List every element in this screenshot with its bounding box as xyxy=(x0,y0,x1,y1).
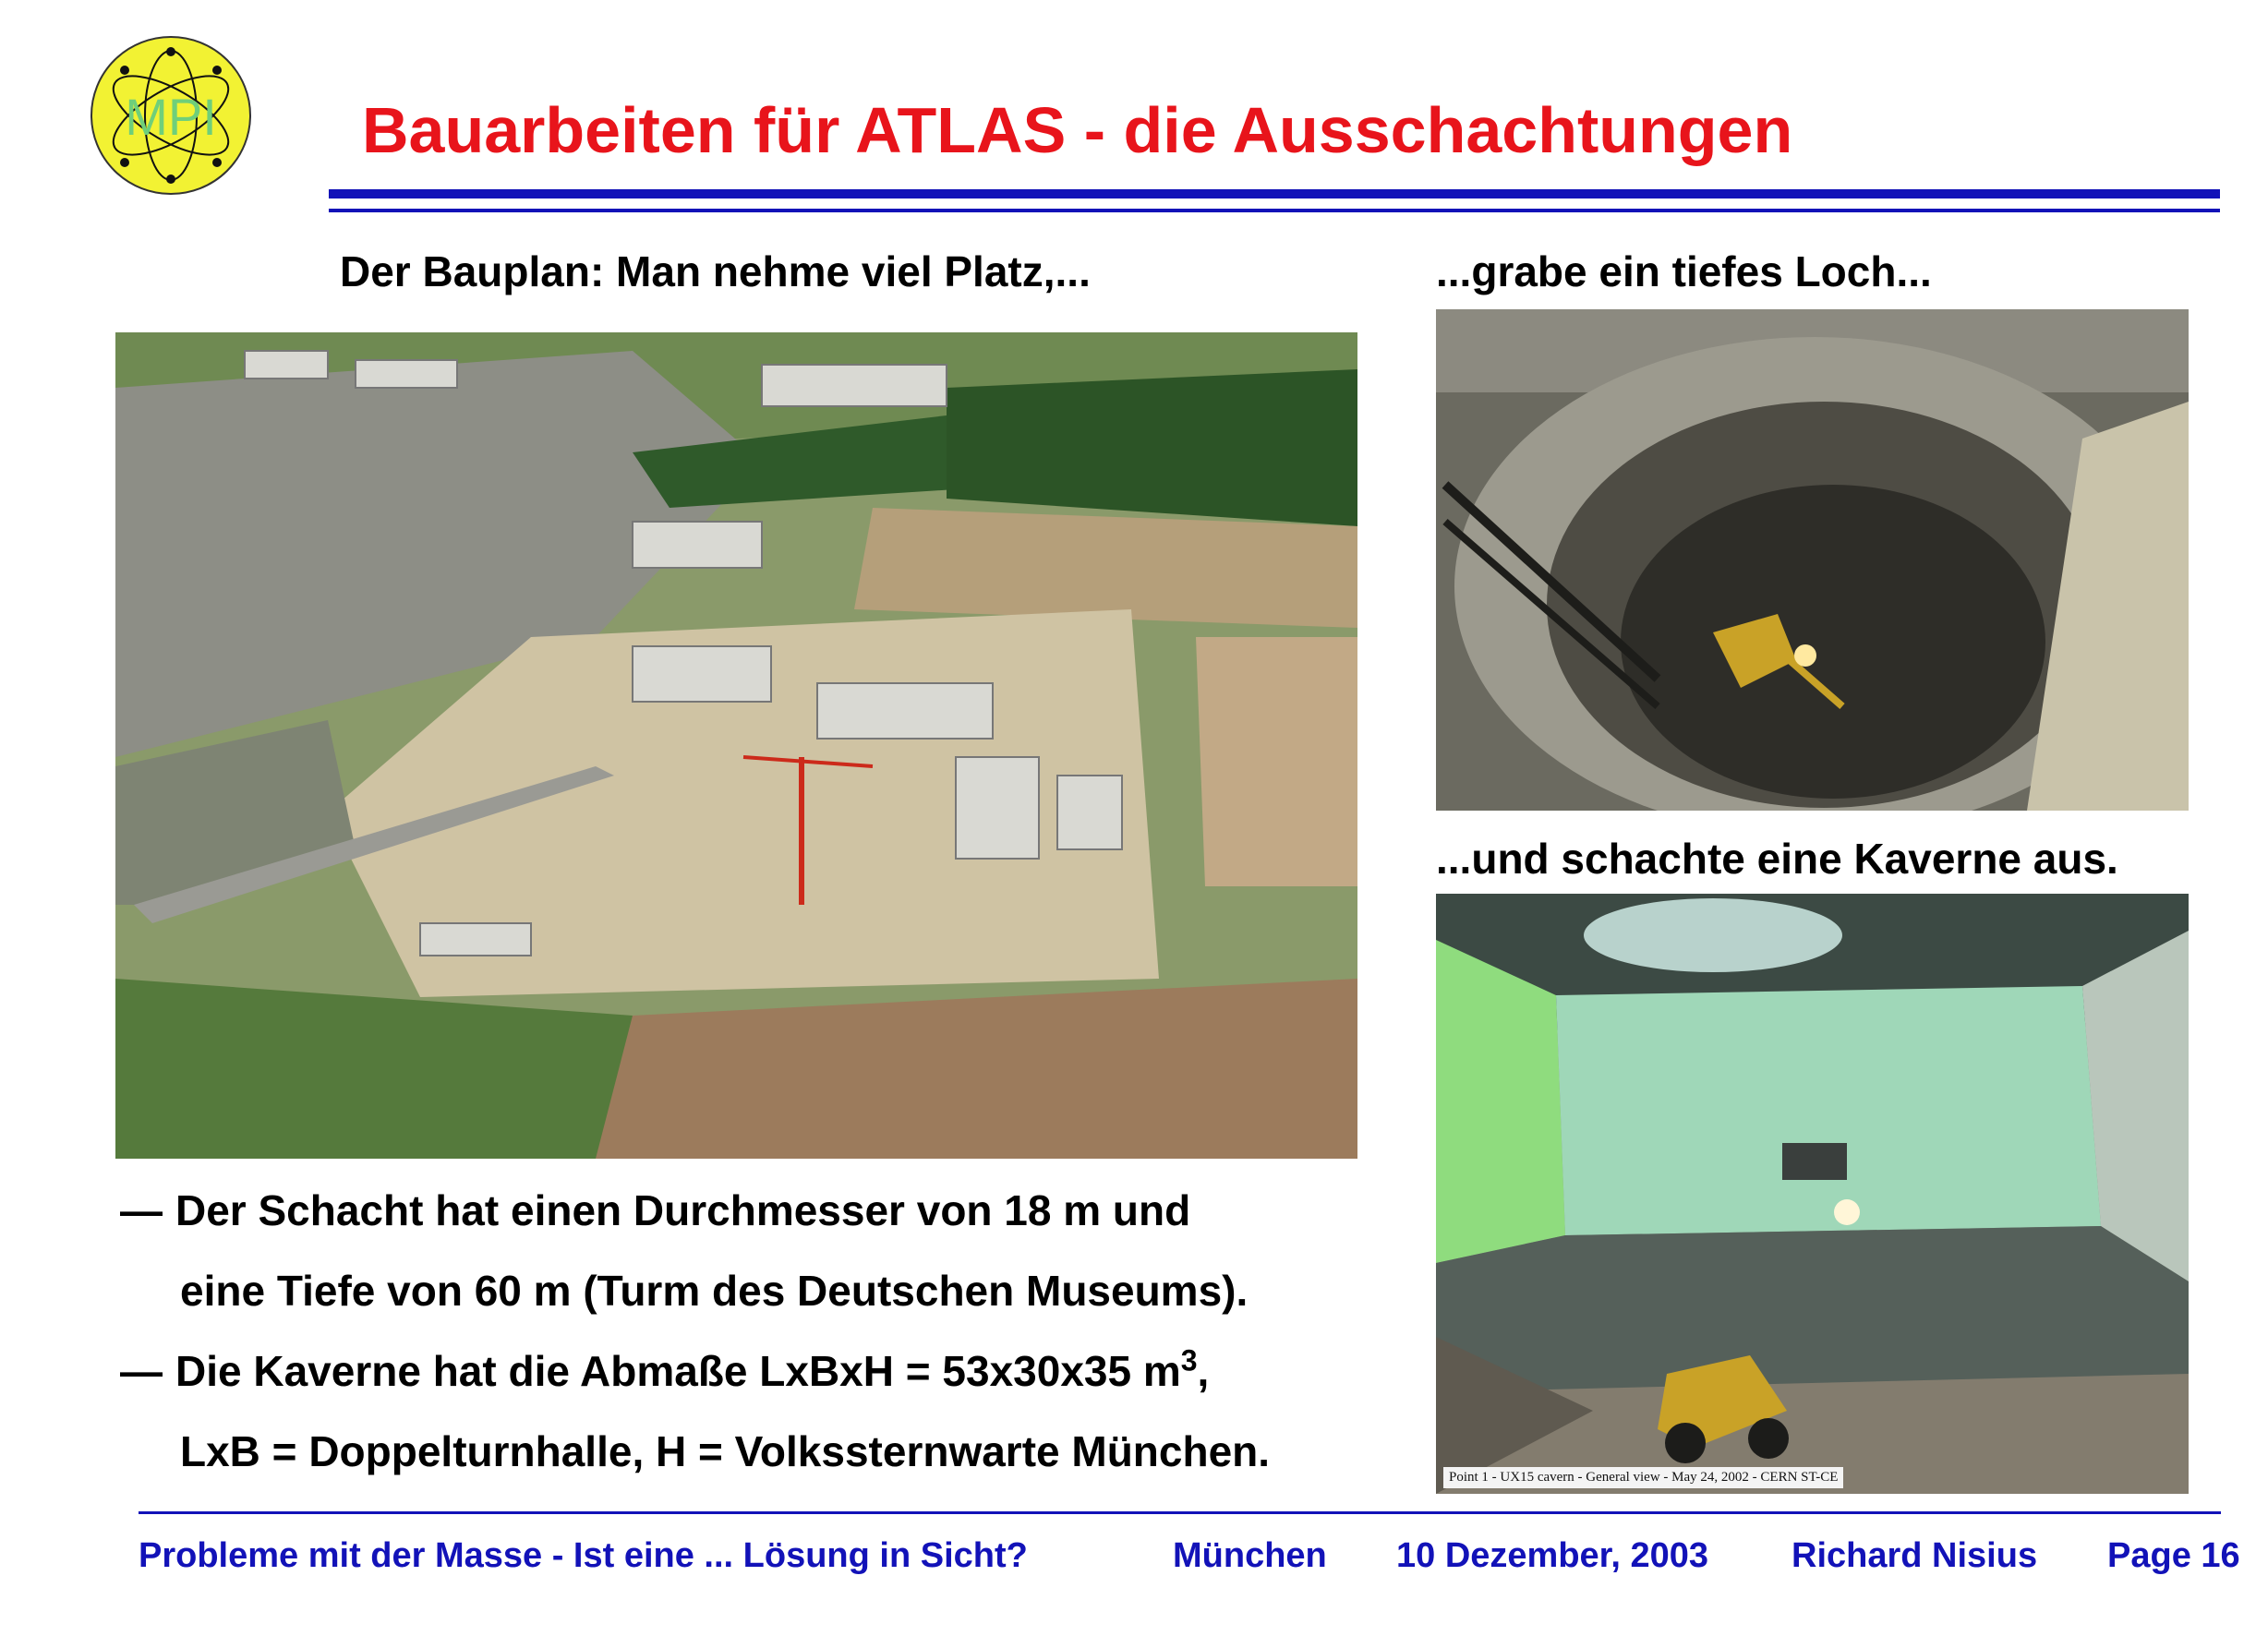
caption-hole: ...grabe ein tiefes Loch... xyxy=(1436,247,1932,295)
bullet-1-line-1 xyxy=(120,1186,1191,1234)
cavern-photo xyxy=(1436,894,2189,1494)
aerial-site-photo xyxy=(115,332,1357,1159)
title-rule-thick xyxy=(329,189,2220,198)
logo-text: MPI xyxy=(125,88,217,146)
bullet-2-line-2: LxB = Doppelturnhalle, H = Volkssternwarte München. xyxy=(180,1427,1271,1475)
bullet-2-text: Die Kaverne hat die Abmaße LxBxH = 53x30x35 m xyxy=(175,1347,1181,1395)
mpi-logo xyxy=(88,33,254,198)
page-title: Bauarbeiten für ATLAS - die Ausschachtungen xyxy=(362,94,1793,166)
footer-date: 10 Dezember, 2003 xyxy=(1396,1536,1709,1575)
shaft-photo xyxy=(1436,309,2189,811)
caption-cavern: ...und schachte eine Kaverne aus. xyxy=(1436,835,2118,883)
footer-page-number: Page 16 xyxy=(2107,1536,2240,1575)
footer-talk-title: Probleme mit der Masse - Ist eine ... Lösung in Sicht? xyxy=(139,1536,1028,1575)
atom-logo-icon xyxy=(88,33,254,198)
bullet-2-superscript: 3 xyxy=(1180,1343,1198,1377)
caption-plan: Der Bauplan: Man nehme viel Platz,... xyxy=(340,247,1091,295)
bullet-2-marker: — xyxy=(120,1347,163,1395)
photo-credit: Point 1 - UX15 cavern - General view - May 24, 2002 - CERN ST-CE xyxy=(1443,1467,1843,1488)
bullet-1-line-2: eine Tiefe von 60 m (Turm des Deutschen Museums). xyxy=(180,1267,1249,1315)
footer-rule xyxy=(139,1511,2221,1514)
bullet-2-comma: , xyxy=(1197,1347,1210,1395)
bullet-2-line-1 xyxy=(120,1343,1210,1395)
footer-place: München xyxy=(1173,1536,1327,1575)
bullet-1-text: Der Schacht hat einen Durchmesser von 18 m und xyxy=(175,1186,1191,1234)
title-rule-thin xyxy=(329,209,2220,212)
footer-author: Richard Nisius xyxy=(1791,1536,2038,1575)
bullet-1-marker: — xyxy=(120,1186,163,1234)
